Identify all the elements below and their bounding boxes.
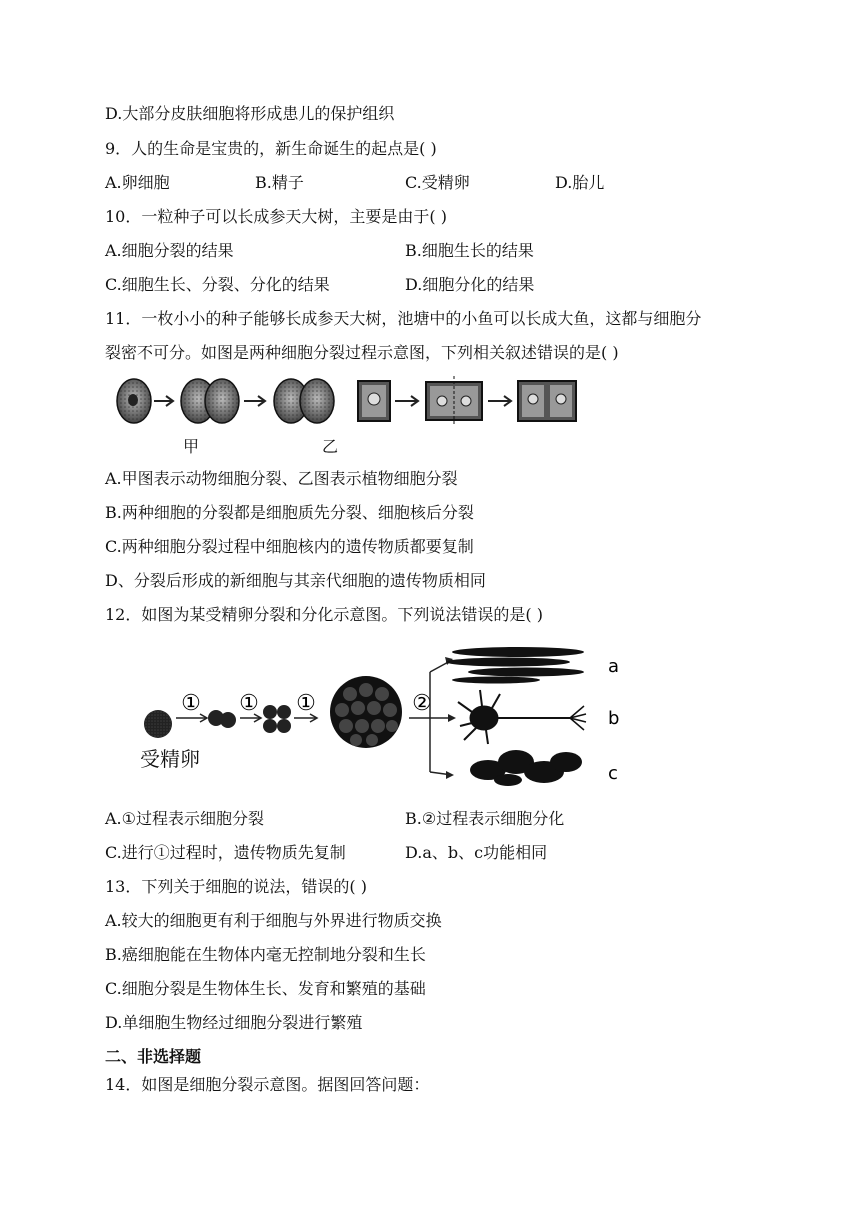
q10-option-b: B.细胞生长的结果 bbox=[405, 241, 534, 260]
q12-step1-label-c: ① bbox=[296, 691, 316, 716]
q12-option-a: A.①过程表示细胞分裂 bbox=[105, 809, 264, 828]
q11-cell-division-figure bbox=[112, 374, 582, 428]
q12-option-d: D.a、b、c功能相同 bbox=[405, 843, 548, 862]
q12-step1-label-a: ① bbox=[181, 691, 201, 716]
q12-muscle-cells bbox=[446, 647, 584, 684]
q11-label-jia: 甲 bbox=[183, 437, 200, 456]
q13-stem: 13．下列关于细胞的说法，错误的( ) bbox=[105, 877, 367, 896]
q12-option-c: C.进行①过程时，遗传物质先复制 bbox=[105, 843, 346, 862]
q11-option-b: B.两种细胞的分裂都是细胞质先分裂、细胞核后分裂 bbox=[105, 503, 474, 522]
q12-label-a: a bbox=[608, 656, 620, 677]
q12-label-b: b bbox=[608, 708, 620, 729]
q13-option-c: C.细胞分裂是生物体生长、发育和繁殖的基础 bbox=[105, 979, 426, 998]
q13-option-d: D.单细胞生物经过细胞分裂进行繁殖 bbox=[105, 1013, 363, 1032]
q9-option-d: D.胎儿 bbox=[555, 173, 605, 192]
q10-option-a: A.细胞分裂的结果 bbox=[105, 241, 234, 260]
q13-option-a: A.较大的细胞更有利于细胞与外界进行物质交换 bbox=[105, 911, 442, 930]
q12-zygote-differentiation-figure bbox=[136, 642, 626, 792]
q9-option-c: C.受精卵 bbox=[405, 173, 470, 192]
q12-zygote-label: 受精卵 bbox=[140, 747, 200, 771]
q13-option-b: B.癌细胞能在生物体内毫无控制地分裂和生长 bbox=[105, 945, 426, 964]
q11-option-d: D、分裂后形成的新细胞与其亲代细胞的遗传物质相同 bbox=[105, 571, 486, 590]
animal-cell-division bbox=[117, 379, 334, 423]
q11-label-yi: 乙 bbox=[322, 437, 339, 456]
q12-tissue-cells bbox=[470, 750, 582, 786]
q11-option-a: A.甲图表示动物细胞分裂、乙图表示植物细胞分裂 bbox=[105, 469, 458, 488]
q12-label-c: c bbox=[608, 763, 618, 784]
q12-option-b: B.②过程表示细胞分化 bbox=[405, 809, 565, 828]
q10-option-d: D.细胞分化的结果 bbox=[405, 275, 535, 294]
q10-stem: 10．一粒种子可以长成参天大树，主要是由于( ) bbox=[105, 207, 447, 226]
q12-stem: 12．如图为某受精卵分裂和分化示意图。下列说法错误的是( ) bbox=[105, 605, 543, 624]
plant-cell-division bbox=[358, 376, 576, 424]
q9-option-a: A.卵细胞 bbox=[105, 173, 170, 192]
q9-option-b: B.精子 bbox=[255, 173, 304, 192]
q12-step2-label: ② bbox=[412, 691, 432, 716]
q8-option-d: D.大部分皮肤细胞将形成患儿的保护组织 bbox=[105, 104, 395, 123]
q9-stem: 9．人的生命是宝贵的，新生命诞生的起点是( ) bbox=[105, 139, 437, 158]
q12-step1-label-b: ① bbox=[239, 691, 259, 716]
section-heading: 二、非选择题 bbox=[105, 1047, 202, 1066]
q10-option-c: C.细胞生长、分裂、分化的结果 bbox=[105, 275, 330, 294]
q14-stem: 14．如图是细胞分裂示意图。据图回答问题： bbox=[105, 1075, 430, 1094]
q11-stem-line2: 裂密不可分。如图是两种细胞分裂过程示意图，下列相关叙述错误的是( ) bbox=[105, 343, 619, 362]
q11-option-c: C.两种细胞分裂过程中细胞核内的遗传物质都要复制 bbox=[105, 537, 474, 556]
q12-neuron bbox=[458, 690, 586, 744]
q11-stem-line1: 11．一枚小小的种子能够长成参天大树，池塘中的小鱼可以长成大鱼，这都与细胞分 bbox=[105, 309, 702, 328]
